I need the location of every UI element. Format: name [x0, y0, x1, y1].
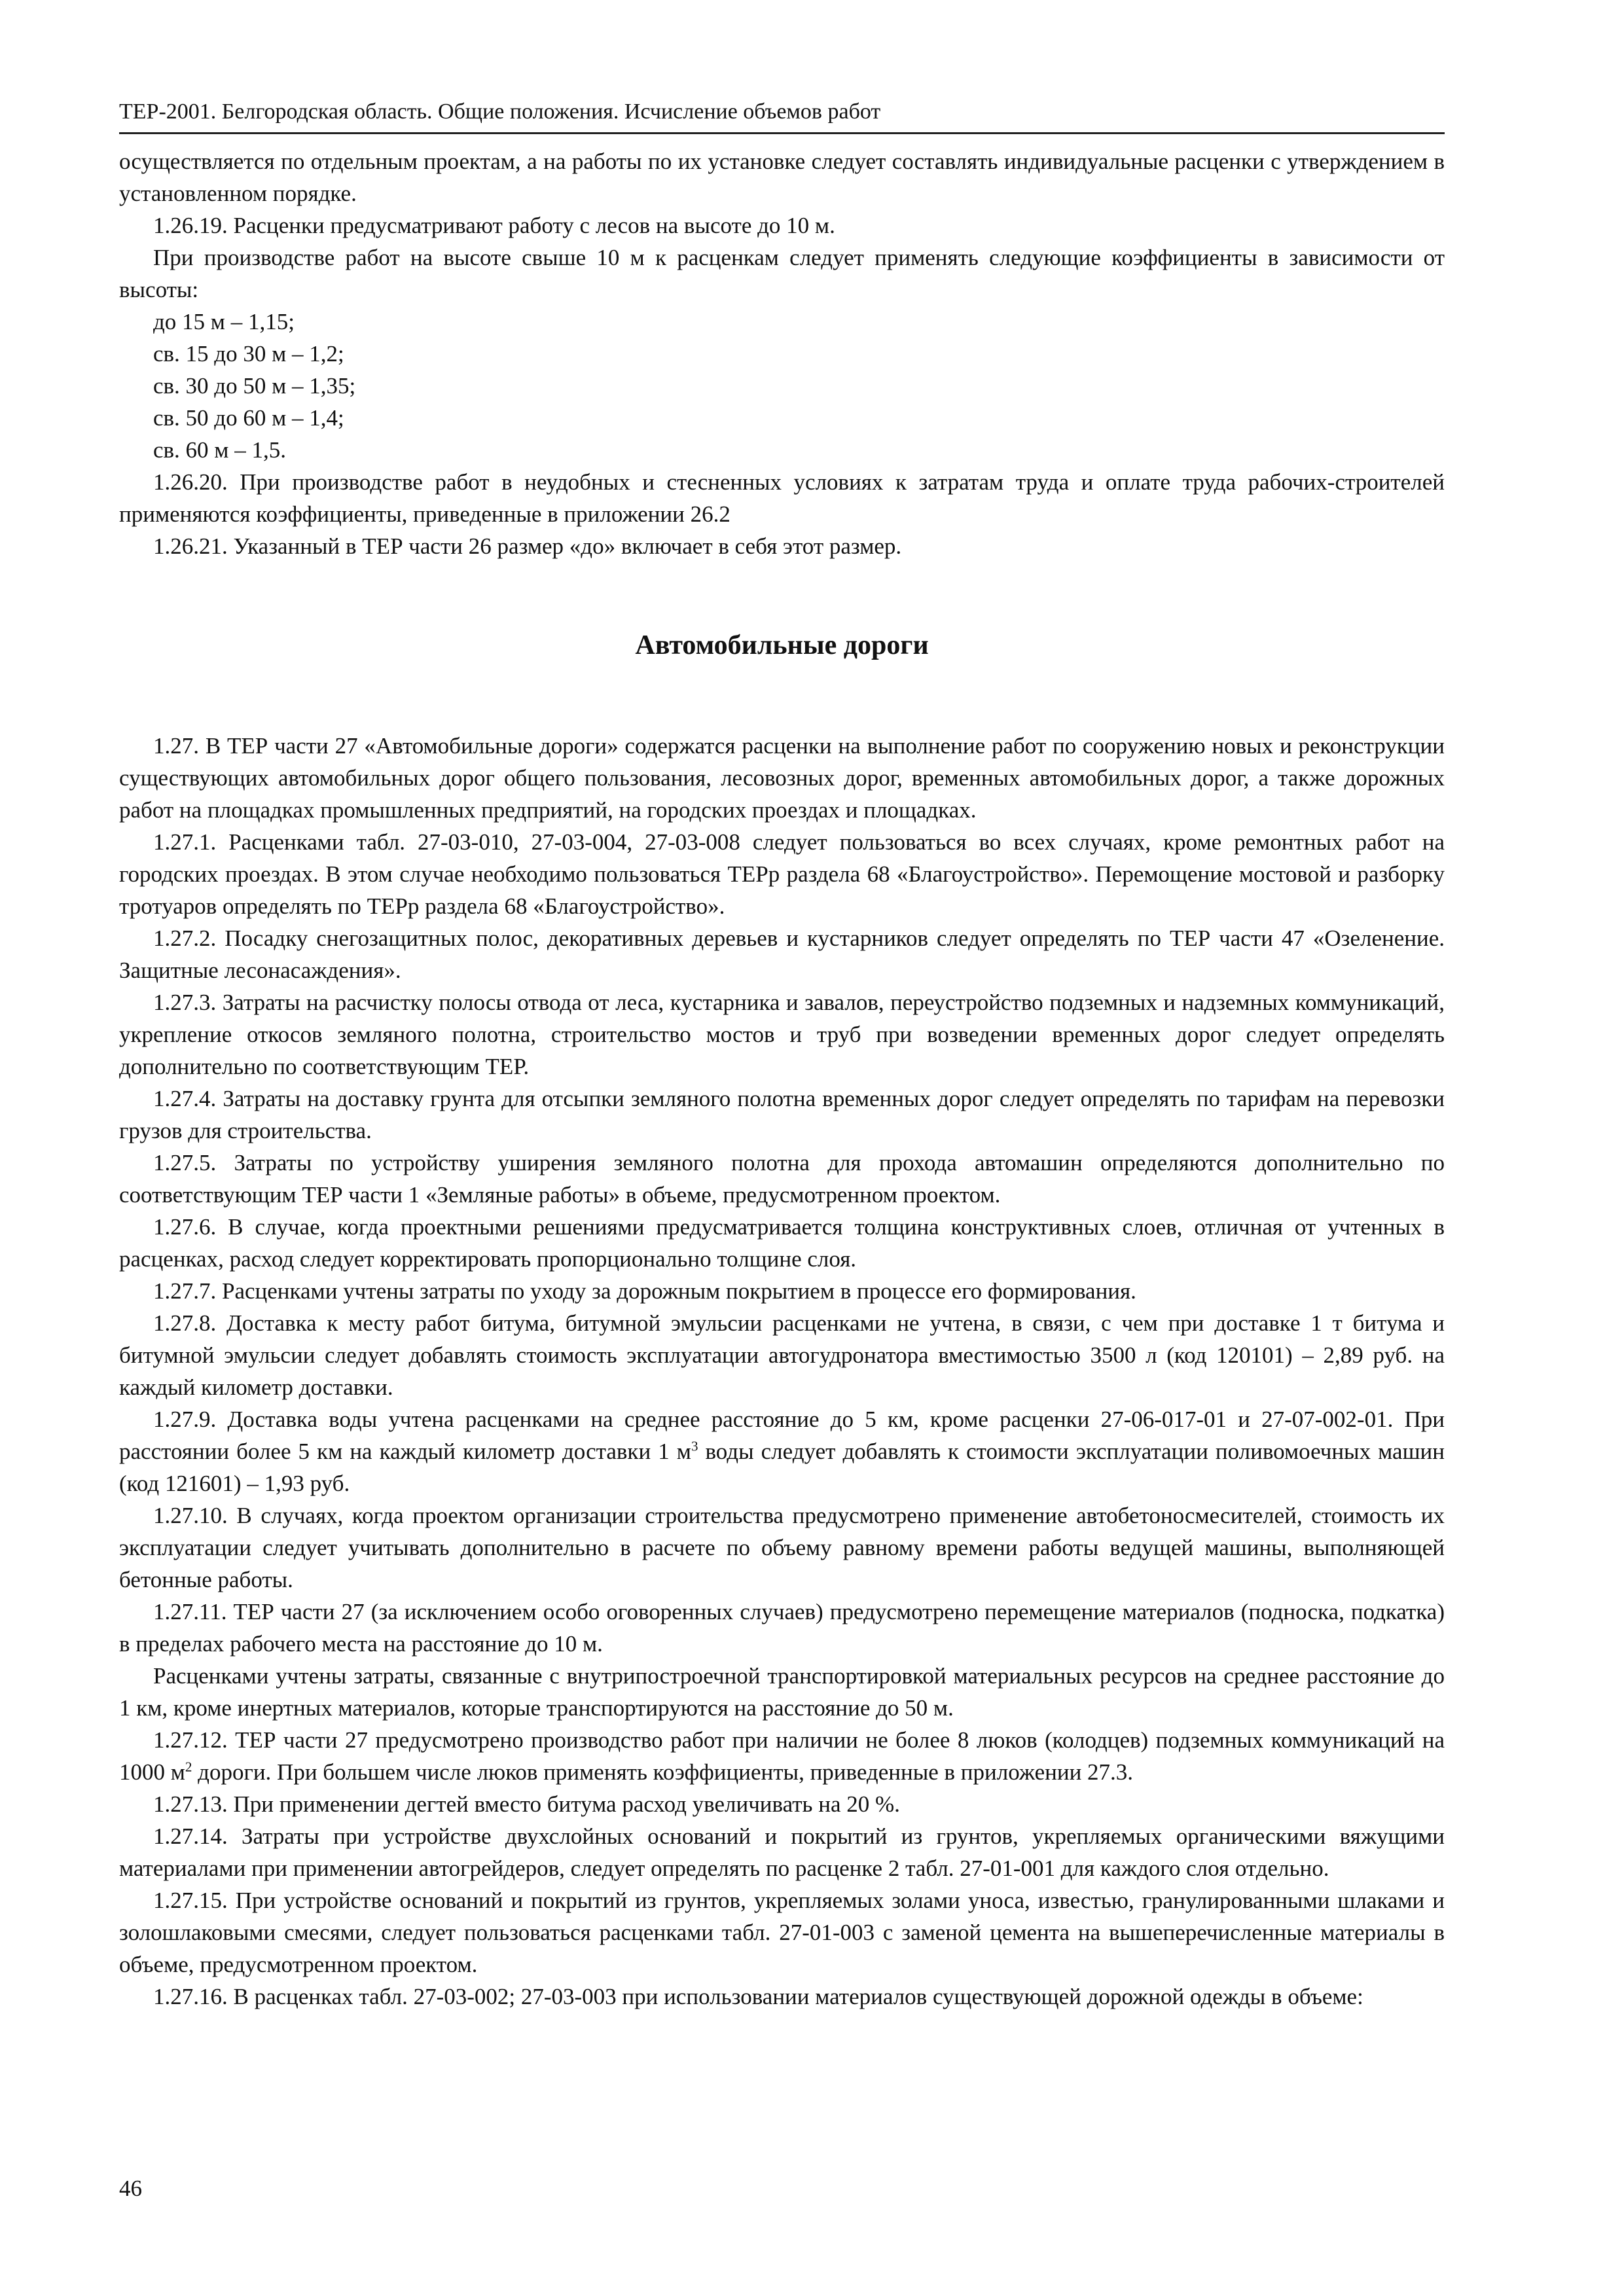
paragraph: 1.27.8. Доставка к месту работ битума, битумной эмульсии расценками не учтена, в связи, с чем при доставке 1 т битума и битумной эмульсии следует добавлять стоимость эксплуатации автогудронатора вместимостью 3500 л (код 120101) – 2,89 руб. на каждый километр доставки. — [119, 1310, 1445, 1400]
coefficient-item: св. 50 до 60 м – 1,4; — [153, 405, 344, 431]
paragraph: 1.27.7. Расценками учтены затраты по уходу за дорожным покрытием в процессе его формирования. — [153, 1278, 1136, 1304]
paragraph: 1.27.6. В случае, когда проектными решениями предусматривается толщина конструктивных слоев, отличная от учтенных в расценках, расход следует корректировать пропорционально толщине слоя. — [119, 1214, 1445, 1272]
paragraph: 1.27.5. Затраты по устройству уширения земляного полотна для прохода автомашин определяются дополнительно по соответствующим ТЕР части 1 «Земляные работы» в объеме, предусмотренном проектом. — [119, 1150, 1445, 1208]
paragraph-text: 1.27.12. ТЕР части 27 предусмотрено производство работ при наличии не более 8 люков (колодцев) подземных коммуникаций на 1000 м — [119, 1727, 1445, 1785]
paragraph: 1.27.2. Посадку снегозащитных полос, декоративных деревьев и кустарников следует определять по ТЕР части 47 «Озеленение. Защитные лесонасаждения». — [119, 925, 1445, 983]
paragraph: Расценками учтены затраты, связанные с внутрипостроечной транспортировкой материальных ресурсов на среднее расстояние до 1 км, кроме инертных материалов, которые транспортируются на расстояние до 50 м. — [119, 1663, 1445, 1721]
paragraph: 1.27.15. При устройстве оснований и покрытий из грунтов, укрепляемых золами уноса, известью, гранулированными шлаками и золошлаковыми смесями, следует пользоваться расценками табл. 27-01-003 с заменой цемента на вышеперечисленные материалы в объеме, предусмотренном проектом. — [119, 1888, 1445, 1977]
paragraph-text: воды следует добавлять к стоимости эксплуатации поливомоечных машин (код 121601) – 1,93 руб. — [119, 1439, 1445, 1496]
paragraph: осуществляется по отдельным проектам, а на работы по их установке следует составлять индивидуальные расценки с утверждением в установленном порядке. — [119, 149, 1445, 206]
top-text-block — [119, 145, 1445, 562]
paragraph: 1.27.3. Затраты на расчистку полосы отвода от леса, кустарника и завалов, переустройство подземных и надземных коммуникаций, укрепление откосов земляного полотна, строительство мостов и труб при возведении временных дорог следует определять дополнительно по соответствующим ТЕР. — [119, 990, 1445, 1079]
main-text-block — [119, 730, 1445, 2013]
section-heading: Автомобильные дороги — [635, 630, 929, 660]
paragraph: 1.27. В ТЕР части 27 «Автомобильные дороги» содержатся расценки на выполнение работ по сооружению новых и реконструкции существующих автомобильных дорог общего пользования, лесовозных дорог, временных автомобильных дорог, а также дорожных работ на площадках промышленных предприятий, на городских проездах и площадках. — [119, 733, 1445, 823]
page-number: 46 — [119, 2176, 142, 2201]
paragraph: 1.27.16. В расценках табл. 27-03-002; 27-03-003 при использовании материалов существующей дорожной одежды в объеме: — [153, 1984, 1363, 2009]
running-header: ТЕР-2001. Белгородская область. Общие положения. Исчисление объемов работ — [119, 98, 1445, 134]
paragraph: 1.27.11. ТЕР части 27 (за исключением особо оговоренных случаев) предусмотрено перемещение материалов (подноска, подкатка) в пределах рабочего места на расстояние до 10 м. — [119, 1599, 1445, 1657]
paragraph-1-27-12 — [119, 1724, 1445, 1788]
paragraph-text: дороги. При большем числе люков применять коэффициенты, приведенные в приложении 27.3. — [192, 1759, 1134, 1785]
paragraph: 1.27.10. В случаях, когда проектом организации строительства предусмотрено применение автобетоносмесителей, стоимость их эксплуатации следует учитывать дополнительно в расчете по объему равному времени работы ведущей машины, выполняющей бетонные работы. — [119, 1503, 1445, 1592]
coefficient-item: св. 30 до 50 м – 1,35; — [153, 373, 356, 399]
paragraph: 1.27.14. Затраты при устройстве двухслойных оснований и покрытий из грунтов, укрепляемых органическими вяжущими материалами при применении автогрейдеров, следует определять по расценке 2 табл. 27-01-001 для каждого слоя отдельно. — [119, 1823, 1445, 1881]
coefficient-item: св. 60 м – 1,5. — [153, 437, 286, 463]
paragraph: 1.26.19. Расценки предусматривают работу с лесов на высоте до 10 м. — [153, 213, 835, 238]
paragraph-1-27-9 — [119, 1403, 1445, 1499]
paragraph: 1.27.1. Расценками табл. 27-03-010, 27-03-004, 27-03-008 следует пользоваться во всех случаях, кроме ремонтных работ на городских проездах. В этом случае необходимо пользоваться ТЕРр раздела 68 «Благоустройство». Перемощение мостовой и разборку тротуаров определять по ТЕРр раздела 68 «Благоустройство». — [119, 829, 1445, 919]
coefficient-item: св. 15 до 30 м – 1,2; — [153, 341, 344, 367]
paragraph: 1.26.21. Указанный в ТЕР части 26 размер «до» включает в себя этот размер. — [153, 533, 902, 559]
coefficient-item: до 15 м – 1,15; — [153, 309, 295, 334]
paragraph: 1.27.4. Затраты на доставку грунта для отсыпки земляного полотна временных дорог следует определять по тарифам на перевозки грузов для строительства. — [119, 1086, 1445, 1143]
paragraph: 1.27.13. При применении дегтей вместо битума расход увеличивать на 20 %. — [153, 1791, 900, 1817]
paragraph: 1.26.20. При производстве работ в неудобных и стесненных условиях к затратам труда и оплате труда рабочих-строителей применяются коэффициенты, приведенные в приложении 26.2 — [119, 469, 1445, 527]
paragraph: При производстве работ на высоте свыше 10 м к расценкам следует применять следующие коэффициенты в зависимости от высоты: — [119, 245, 1445, 302]
superscript: 3 — [691, 1438, 698, 1454]
paragraph-text: 1.27.9. Доставка воды учтена расценками на среднее расстояние до 5 км, кроме расценки 27-06-017-01 и 27-07-002-01. При расстоянии более 5 км на каждый километр доставки 1 м — [119, 1407, 1445, 1464]
superscript: 2 — [185, 1759, 192, 1775]
